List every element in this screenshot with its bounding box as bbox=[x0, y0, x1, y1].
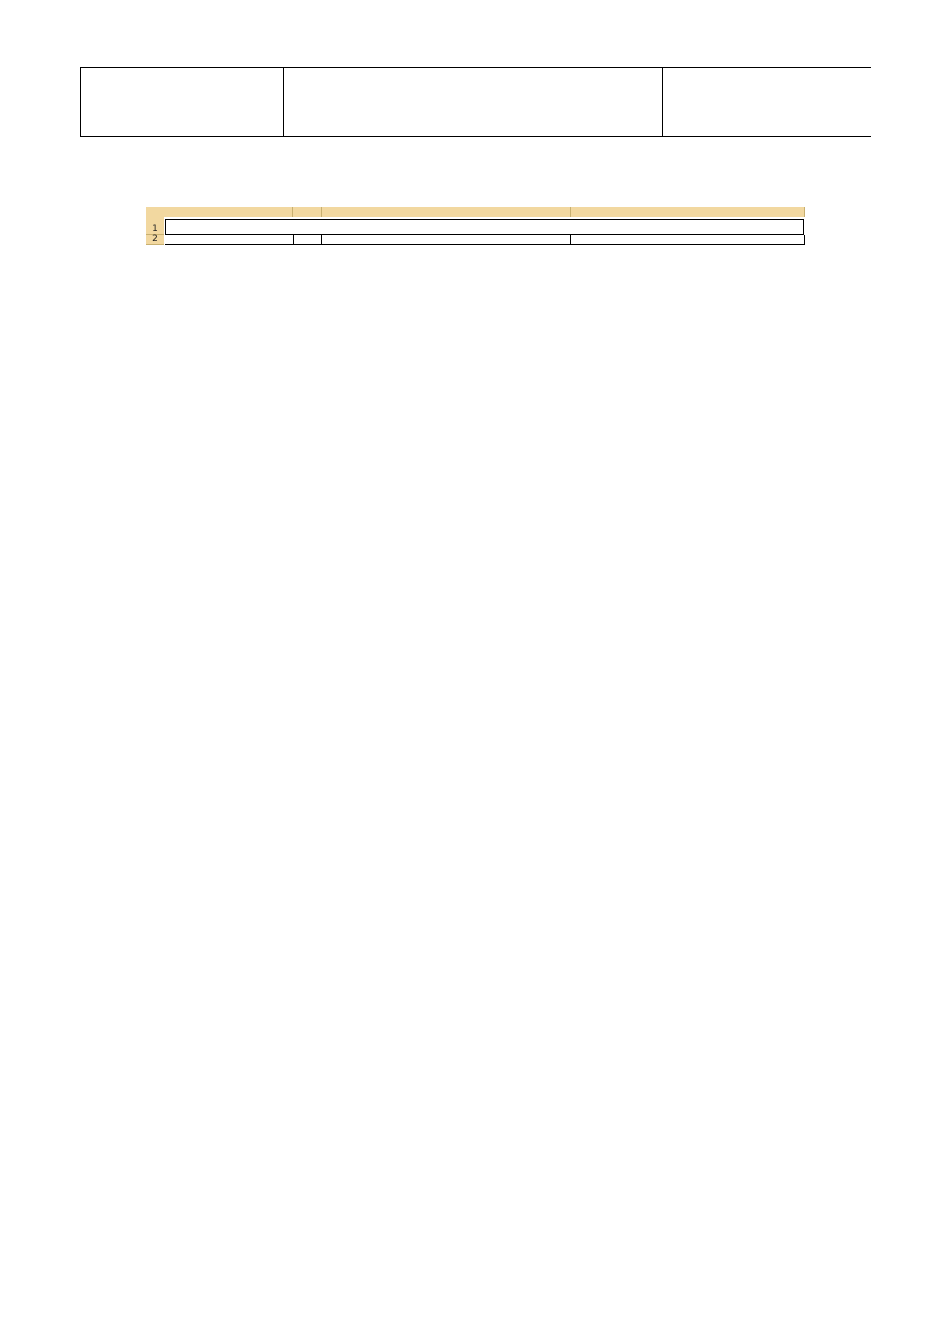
page-label bbox=[663, 68, 880, 136]
column-header-c bbox=[322, 207, 571, 217]
row-number: 2 bbox=[146, 235, 164, 245]
column-header-b bbox=[293, 207, 322, 217]
header-metric bbox=[165, 235, 294, 245]
sheet-title bbox=[165, 219, 804, 235]
header-formula bbox=[322, 235, 571, 245]
list-item-1 bbox=[140, 1030, 173, 1082]
header-meta bbox=[81, 68, 284, 136]
corner-cell bbox=[146, 207, 165, 217]
motto bbox=[284, 68, 663, 136]
column-header-d bbox=[571, 207, 805, 217]
column-header-a bbox=[164, 207, 293, 217]
row-number: 1 bbox=[146, 217, 164, 235]
header-unit bbox=[294, 235, 322, 245]
header-rule bbox=[571, 235, 805, 245]
spreadsheet-image bbox=[146, 207, 805, 1023]
document-header bbox=[80, 67, 871, 137]
list-item-2 bbox=[140, 1082, 173, 1134]
